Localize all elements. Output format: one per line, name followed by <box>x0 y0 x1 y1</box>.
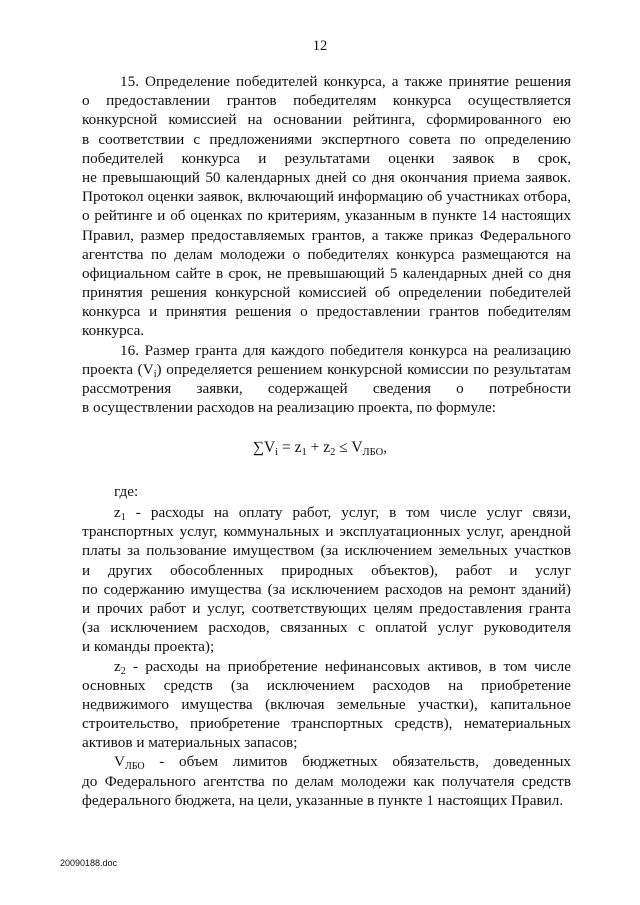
text-line: конкурса и принятия решения о предоставлении грантов победителям <box>82 303 571 321</box>
where-label: где: <box>114 483 139 500</box>
paragraph-16-line: проекта $(V_i)$ определяется решением конкурсной комиссии по результатам <box>82 360 571 380</box>
text-line: о предоставлении грантов победителям конкурса осуществляется <box>82 92 571 110</box>
text-line: агентства по делам молодежи о победителях конкурса размещаются на <box>82 245 571 263</box>
text-line: принятия решения конкурсной комиссией об определении победителей <box>82 284 571 302</box>
text-line: конкурсной комиссией на основании рейтинга, сформированного ею <box>82 111 571 129</box>
text-line: не превышающий 50 календарных дней со дня окончания приема заявок. <box>82 168 571 186</box>
text-line: в соответствии с предложениями экспертного совета по определению <box>82 130 571 148</box>
footer-filename: 20090188.doc <box>60 858 118 868</box>
vlbo-definition-line: $V_{ЛБО}$ - объем лимитов бюджетных обязательств, доведенных <box>114 753 571 773</box>
text-line: строительство, приобретение транспортных средств), нематериальных <box>82 715 571 733</box>
text-line: и прочих работ и услуг, соответствующих целям предоставления гранта <box>82 599 571 617</box>
paragraph-16-line: рассмотрения заявки, содержащей сведения о потребности <box>82 380 571 397</box>
text-line: недвижимого имущества (включая земельные участки), капитальное <box>82 695 571 713</box>
text-line: Протокол оценки заявок, включающий информацию об участниках отбора, <box>82 188 571 206</box>
text-line: федерального бюджета, на цели, указанные в пункте 1 настоящих Правил. <box>82 791 564 809</box>
text-line: официальном сайте в срок, не превышающий 5 календарных дней со дня <box>82 264 571 282</box>
text-line: и других обособленных природных объектов), работ и услуг <box>82 561 571 579</box>
text-line: конкурса. <box>82 322 145 340</box>
text-line: о рейтинге и об оценках по критериям, указанным в пункте 14 настоящих <box>82 207 571 225</box>
text-line: и команды проекта); <box>82 638 215 656</box>
text-line: до Федерального агентства по делам молодежи как получателя средств <box>82 772 571 790</box>
text-line: транспортных услуг, коммунальных и эксплуатационных услуг, арендной <box>82 523 571 541</box>
text-line: платы за пользование имуществом (за исключением земельных участков <box>82 542 571 560</box>
paragraph-16-line: в осуществлении расходов на реализацию проекта, по формуле: <box>82 399 496 417</box>
text-line: активов и материальных запасов; <box>82 734 298 752</box>
text-line: Правил, размер предоставляемых грантов, а также приказ Федерального <box>82 226 571 244</box>
text-line: (за исключением расходов, связанных с оплатой услуг руководителя <box>82 619 571 637</box>
text-line: по содержанию имущества (за исключением расходов на ремонт зданий) <box>82 580 571 598</box>
grant-formula: $\sum V_i = z_1 + z_2 \le V_{ЛБО}$, <box>252 439 388 458</box>
text-line: 15. Определение победителей конкурса, а также принятие решения <box>120 73 571 90</box>
text-line: основных средств (за исключением расходов на приобретение <box>82 676 571 694</box>
text-line: победителей конкурса и результатами оценки заявок в срок, <box>82 149 571 167</box>
paragraph-15 <box>82 72 571 417</box>
z2-definition-line: $z_2$ - расходы на приобретение нефинансовых активов, в том числе <box>114 657 571 677</box>
paragraph-16-line: 16. Размер гранта для каждого победителя конкурса на реализацию <box>120 341 571 359</box>
z1-definition-line: $z_1$ - расходы на оплату работ, услуг, в том числе услуг связи, <box>114 504 571 523</box>
definitions <box>82 503 571 810</box>
page-number: 12 <box>312 38 328 54</box>
